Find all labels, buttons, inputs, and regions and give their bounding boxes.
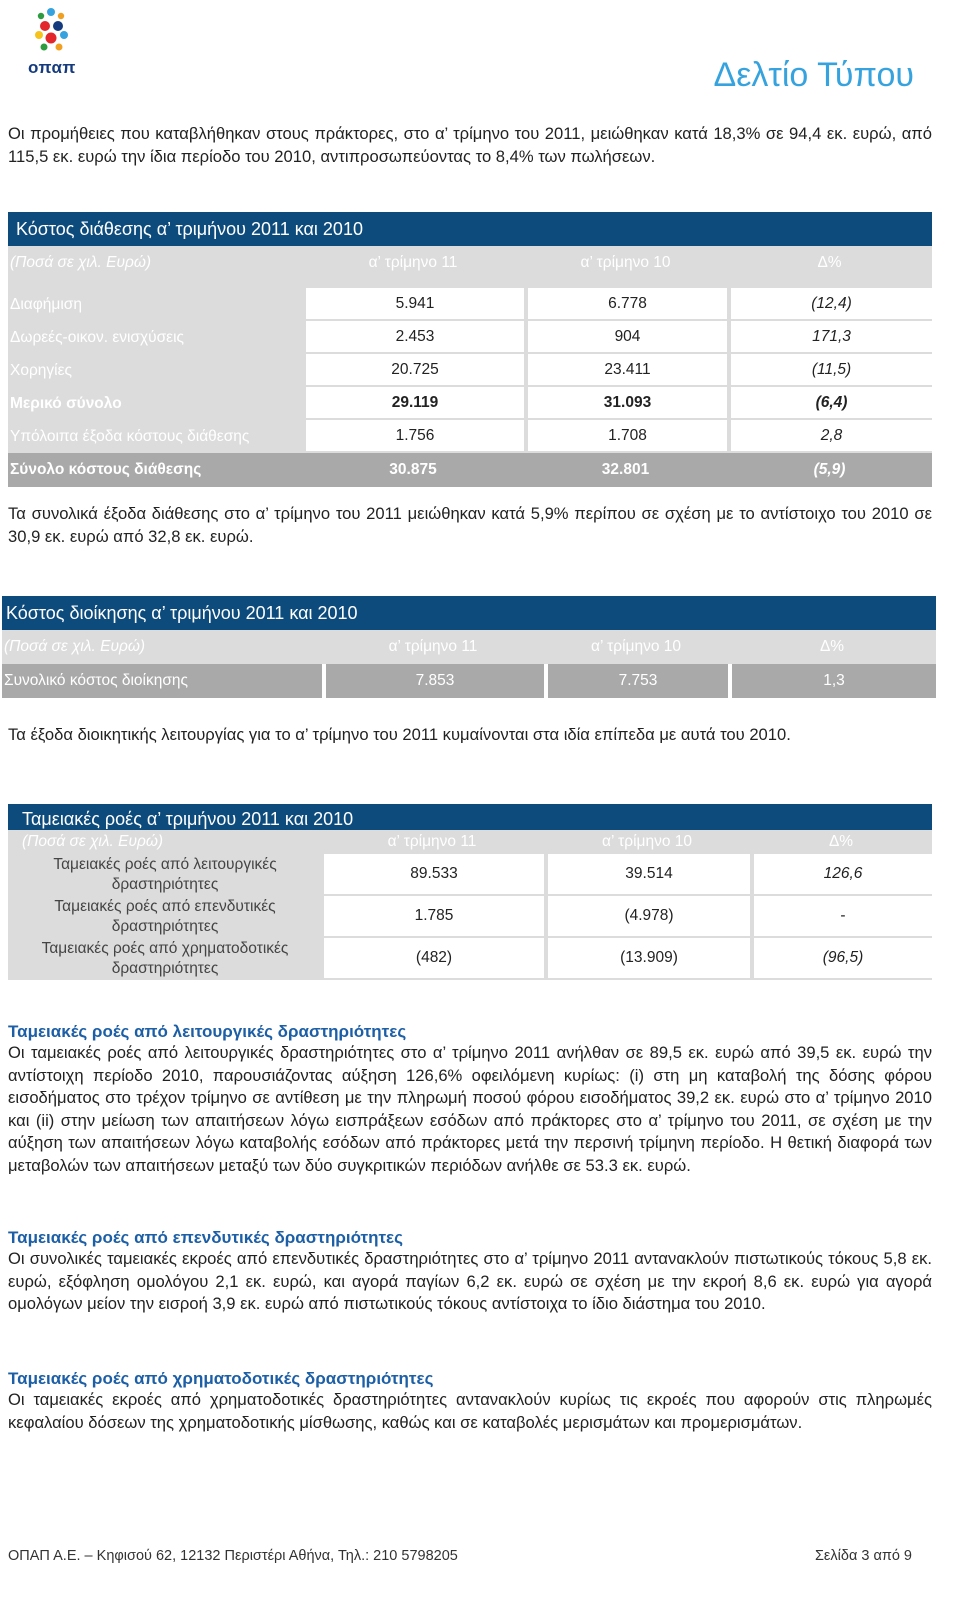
intro-paragraph: Οι προμήθειες που καταβλήθηκαν στους πράκτορες, στο α’ τρίμηνο του 2011, μειώθηκαν κατά 18,3% σε 94,4 εκ. ευρώ, από 115,5 εκ. ευρώ την ίδια περίοδο του 2010, αντιπροσωπεύοντας το 8,4% των πωλήσεων.	[8, 124, 932, 166]
section-text: Οι ταμειακές ροές από λειτουργικές δραστηριότητες στο α’ τρίμηνο 2011 ανήλθαν σε 89,5 εκ. ευρώ από 39,5 εκ. ευρώ την αντίστοιχη περίοδο 2010, παρουσιάζοντας αύξηση 126,6% οφειλόμενη κυρίως: (i) στη μη καταβολή της δόσης φόρου εισοδήματος στο τρέχον τρίμηνο σε αντίθεση με την πληρωμή ποσού φόρου εισοδήματος 39,2 εκ. ευρώ στο α’ τρίμηνο 2010 και (ii) στην μείωση των απαιτήσεων λόγω εισπράξεων εσόδων από πράκτορες στο α’ τρίμηνο του 2011, σε σχέση με την αύξηση των απαιτήσεων λόγω καταβολής εσόδων από πράκτορες μετά την περσινή τρίμηνη περίοδο. Η θετική διαφορά των μεταβολών των απαιτήσεων μεταξύ των δύο συγκριτικών περιόδων ανήλθε σε 53.3 εκ. ευρώ.	[8, 1043, 932, 1175]
row-label: Ταμειακές ροές από λειτουργικές δραστηριότητες	[8, 854, 320, 896]
cell-delta: 171,3	[727, 321, 932, 354]
row-label: Διαφήμιση	[8, 288, 302, 321]
cell-q10: 31.093	[524, 387, 727, 420]
footer-page-number: Σελίδα 3 από 9	[814, 1548, 912, 1564]
cell-q10: 904	[524, 321, 727, 354]
row-label: Ταμειακές ροές από χρηματοδοτικές δραστηριότητες	[8, 938, 320, 980]
table-title: Κόστος διοίκησης α’ τριμήνου 2011 και 2010	[2, 596, 936, 630]
col-header-q11: α’ τρίμηνο 11	[302, 246, 524, 280]
cell-q11: (482)	[320, 938, 544, 980]
table-total-row	[8, 453, 932, 487]
col-header-q11: α’ τρίμηνο 11	[322, 630, 544, 664]
cell-delta: (96,5)	[750, 938, 932, 980]
total-label: Συνολικό κόστος διοίκησης	[2, 664, 322, 698]
document-title: Δελτίο Τύπου	[713, 56, 914, 94]
col-header-q10: α’ τρίμηνο 10	[544, 630, 728, 664]
cell-delta: 126,6	[750, 854, 932, 896]
section-heading: Ταμειακές ροές από επενδυτικές δραστηριότητες	[8, 1228, 403, 1247]
cell-q11: 29.119	[302, 387, 524, 420]
table-cash-flows	[8, 804, 932, 980]
table-row	[8, 420, 932, 453]
table-row	[8, 387, 932, 420]
section-heading: Ταμειακές ροές από χρηματοδοτικές δραστηριότητες	[8, 1369, 434, 1388]
total-q11: 7.853	[322, 664, 544, 698]
cell-delta: (12,4)	[727, 288, 932, 321]
cell-delta: (6,4)	[727, 387, 932, 420]
section-operating	[8, 1022, 932, 1177]
row-label: Υπόλοιπα έξοδα κόστους διάθεσης	[8, 420, 302, 453]
cell-q10: (4.978)	[544, 896, 750, 938]
intro-paragraph-block	[8, 123, 932, 168]
cell-q11: 2.453	[302, 321, 524, 354]
cell-q10: 1.708	[524, 420, 727, 453]
table-row	[8, 321, 932, 354]
col-header-q10: α’ τρίμηνο 10	[544, 830, 750, 854]
col-header-delta: Δ%	[750, 830, 932, 854]
table-row	[8, 854, 932, 896]
section-investing	[8, 1228, 932, 1316]
col-header-q10: α’ τρίμηνο 10	[524, 246, 727, 280]
total-label: Σύνολο κόστους διάθεσης	[8, 453, 302, 487]
col-header-delta: Δ%	[728, 630, 936, 664]
cell-delta: (11,5)	[727, 354, 932, 387]
cell-q11: 89.533	[320, 854, 544, 896]
cell-delta: 2,8	[727, 420, 932, 453]
table-row	[8, 354, 932, 387]
opap-logo-icon	[22, 4, 82, 62]
cell-q11: 5.941	[302, 288, 524, 321]
cell-q10: 6.778	[524, 288, 727, 321]
cell-q11: 1.785	[320, 896, 544, 938]
paragraph-2-block	[8, 503, 932, 548]
table-row	[8, 896, 932, 938]
cell-delta: -	[750, 896, 932, 938]
total-delta: 1,3	[728, 664, 936, 698]
table-total-row	[2, 664, 936, 698]
row-label: Μερικό σύνολο	[8, 387, 302, 420]
cell-q10: 39.514	[544, 854, 750, 896]
total-q10: 7.753	[544, 664, 728, 698]
table-distribution-cost	[8, 212, 932, 487]
cell-q10: 23.411	[524, 354, 727, 387]
table-row	[8, 938, 932, 980]
col-header-q11: α’ τρίμηνο 11	[320, 830, 544, 854]
section-text: Οι ταμειακές εκροές από χρηματοδοτικές δραστηριότητες αντανακλούν κυρίως τις εκροές που αφορούν στις πληρωμές κεφαλαίου δόσεων της χρηματοδοτικής μίσθωσης, καθώς και σε καταβολές μερισμάτων και προμερισμάτων.	[8, 1390, 932, 1432]
total-delta: (5,9)	[727, 453, 932, 487]
row-label: Δωρεές-οικον. ενισχύσεις	[8, 321, 302, 354]
cell-q11: 20.725	[302, 354, 524, 387]
col-header-units: (Ποσά σε χιλ. Ευρώ)	[2, 630, 322, 664]
cell-q10: (13.909)	[544, 938, 750, 980]
row-label: Ταμειακές ροές από επενδυτικές δραστηριότητες	[8, 896, 320, 938]
table-admin-cost	[2, 596, 936, 698]
section-text: Οι συνολικές ταμειακές εκροές από επενδυτικές δραστηριότητες στο α’ τρίμηνο 2011 αντανακλούν πιστωτικούς τόκους 5,8 εκ. ευρώ, εξόφληση ομολόγου 2,1 εκ. ευρώ, και αγορά παγίων 6,2 εκ. ευρώ σε σχέση με την εκροή 8,6 εκ. ευρώ για αγορά ομολόγων μείον την εισροή 3,9 εκ. ευρώ από πιστωτικούς τόκους αντίστοιχα το ίδιο διάστημα του 2010.	[8, 1249, 932, 1313]
col-header-units: (Ποσά σε χιλ. Ευρώ)	[8, 246, 302, 280]
total-q10: 32.801	[524, 453, 727, 487]
row-label: Χορηγίες	[8, 354, 302, 387]
paragraph-3-block	[8, 724, 938, 747]
logo-wordmark: οπαπ	[28, 58, 76, 77]
paragraph-3: Τα έξοδα διοικητικής λειτουργίας για το α’ τρίμηνο του 2011 κυμαίνονται στα ιδία επίπεδα με αυτά του 2010.	[8, 725, 791, 744]
col-header-units: (Ποσά σε χιλ. Ευρώ)	[8, 830, 320, 854]
col-header-delta: Δ%	[727, 246, 932, 280]
section-heading: Ταμειακές ροές από λειτουργικές δραστηριότητες	[8, 1022, 407, 1041]
table-row	[8, 288, 932, 321]
footer-address: ΟΠΑΠ Α.Ε. – Κηφισού 62, 12132 Περιστέρι Αθήνα, Τηλ.: 210 5798205	[8, 1548, 458, 1564]
total-q11: 30.875	[302, 453, 524, 487]
table-title: Ταμειακές ροές α’ τριμήνου 2011 και 2010	[8, 804, 932, 830]
table-title: Κόστος διάθεσης α’ τριμήνου 2011 και 2010	[8, 212, 932, 246]
section-financing	[8, 1369, 932, 1434]
cell-q11: 1.756	[302, 420, 524, 453]
paragraph-2: Τα συνολικά έξοδα διάθεσης στο α’ τρίμηνο του 2011 μειώθηκαν κατά 5,9% περίπου σε σχέση με το αντίστοιχο του 2010 σε 30,9 εκ. ευρώ από 32,8 εκ. ευρώ.	[8, 504, 932, 546]
